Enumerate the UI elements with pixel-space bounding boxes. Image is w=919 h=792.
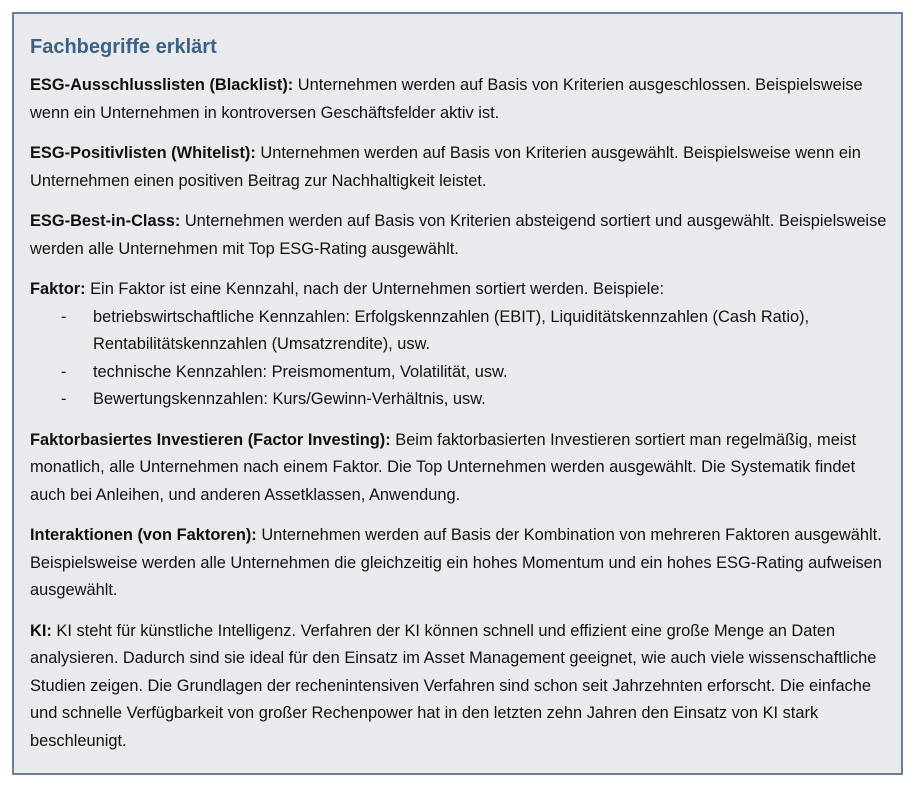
entry-text: Beim faktorbasierten Investieren sortiert man regelmäßig, meist monatlich, alle Unternehmen nach einem Faktor. Die Top Unternehmen werden ausgewählt. Die Systematik findet auch bei Anleihen, und anderen Assetklassen, Anwendung.: [30, 430, 857, 504]
entry-text: KI steht für künstliche Intelligenz. Verfahren der KI können schnell und effizient eine große Menge an Daten analysieren. Dadurch sind sie ideal für den Einsatz im Asset Management geeignet, wie auch viele wissenschaftliche Studien zeigen. Die Grundlagen der rechenintensiven Verfahren sind schon seit Jahrzehnten erforscht. Die einfache und schnelle Verfügbarkeit von großer Rechenpower hat in den letzten zehn Jahren den Einsatz von KI stark beschleunigt.: [30, 621, 877, 750]
entry-term: Faktor:: [30, 280, 86, 298]
list-dash: -: [61, 362, 67, 381]
glossary-box: [12, 12, 903, 775]
entry-ki: [30, 618, 887, 756]
entry-term: ESG-Best-in-Class:: [30, 212, 181, 230]
entry-text: Unternehmen werden auf Basis der Kombination von mehreren Faktoren ausgewählt. Beispielsweise werden alle Unternehmen die gleichzeitig ein hohes Momentum und ein hohes ESG-Rating aufweisen ausgewählt.: [30, 526, 882, 599]
entry-term: ESG-Ausschlusslisten (Blacklist):: [30, 76, 294, 94]
faktor-examples-list: [30, 304, 887, 414]
list-item: [30, 359, 887, 387]
entry-text: Unternehmen werden auf Basis von Kriterien ausgeschlossen. Beispielsweise wenn ein Unternehmen in kontroversen Geschäftsfelder aktiv ist.: [30, 76, 863, 122]
list-item-text: technische Kennzahlen: Preismomentum, Volatilität, usw.: [93, 362, 508, 381]
entry-term: Faktorbasiertes Investieren (Factor Investing):: [30, 430, 391, 449]
entry-faktor: [30, 276, 887, 414]
glossary-title: Fachbegriffe erklärt: [30, 36, 217, 58]
entry-factor-investing: [30, 427, 887, 510]
entry-text: Ein Faktor ist eine Kennzahl, nach der Unternehmen sortiert werden. Beispiele:: [85, 280, 665, 298]
entry-best-in-class: [30, 208, 887, 263]
entry-term: Interaktionen (von Faktoren):: [30, 526, 257, 544]
entry-text: Unternehmen werden auf Basis von Kriterien absteigend sortiert und ausgewählt. Beispielsweise werden alle Unternehmen mit Top ESG-Rating ausgewählt.: [30, 212, 887, 258]
entry-term: KI:: [30, 621, 52, 640]
list-item: [30, 304, 887, 359]
list-item: [30, 386, 887, 414]
list-dash: -: [61, 390, 67, 408]
entry-blacklist: [30, 72, 887, 127]
entry-whitelist: [30, 140, 887, 195]
list-item-text: Bewertungskennzahlen: Kurs/Gewinn-Verhältnis, usw.: [93, 390, 486, 408]
entry-term: ESG-Positivlisten (Whitelist):: [30, 144, 256, 162]
entry-text: Unternehmen werden auf Basis von Kriterien ausgewählt. Beispielsweise wenn ein Unternehmen einen positiven Beitrag zur Nachhaltigkeit leistet.: [30, 144, 861, 190]
list-dash: -: [61, 307, 67, 326]
entry-interaktionen: [30, 522, 887, 605]
list-item-text: betriebswirtschaftliche Kennzahlen: Erfolgskennzahlen (EBIT), Liquiditätskennzahlen (Cash Ratio), Rentabilitätskennzahlen (Umsatzrendite), usw.: [93, 307, 810, 353]
